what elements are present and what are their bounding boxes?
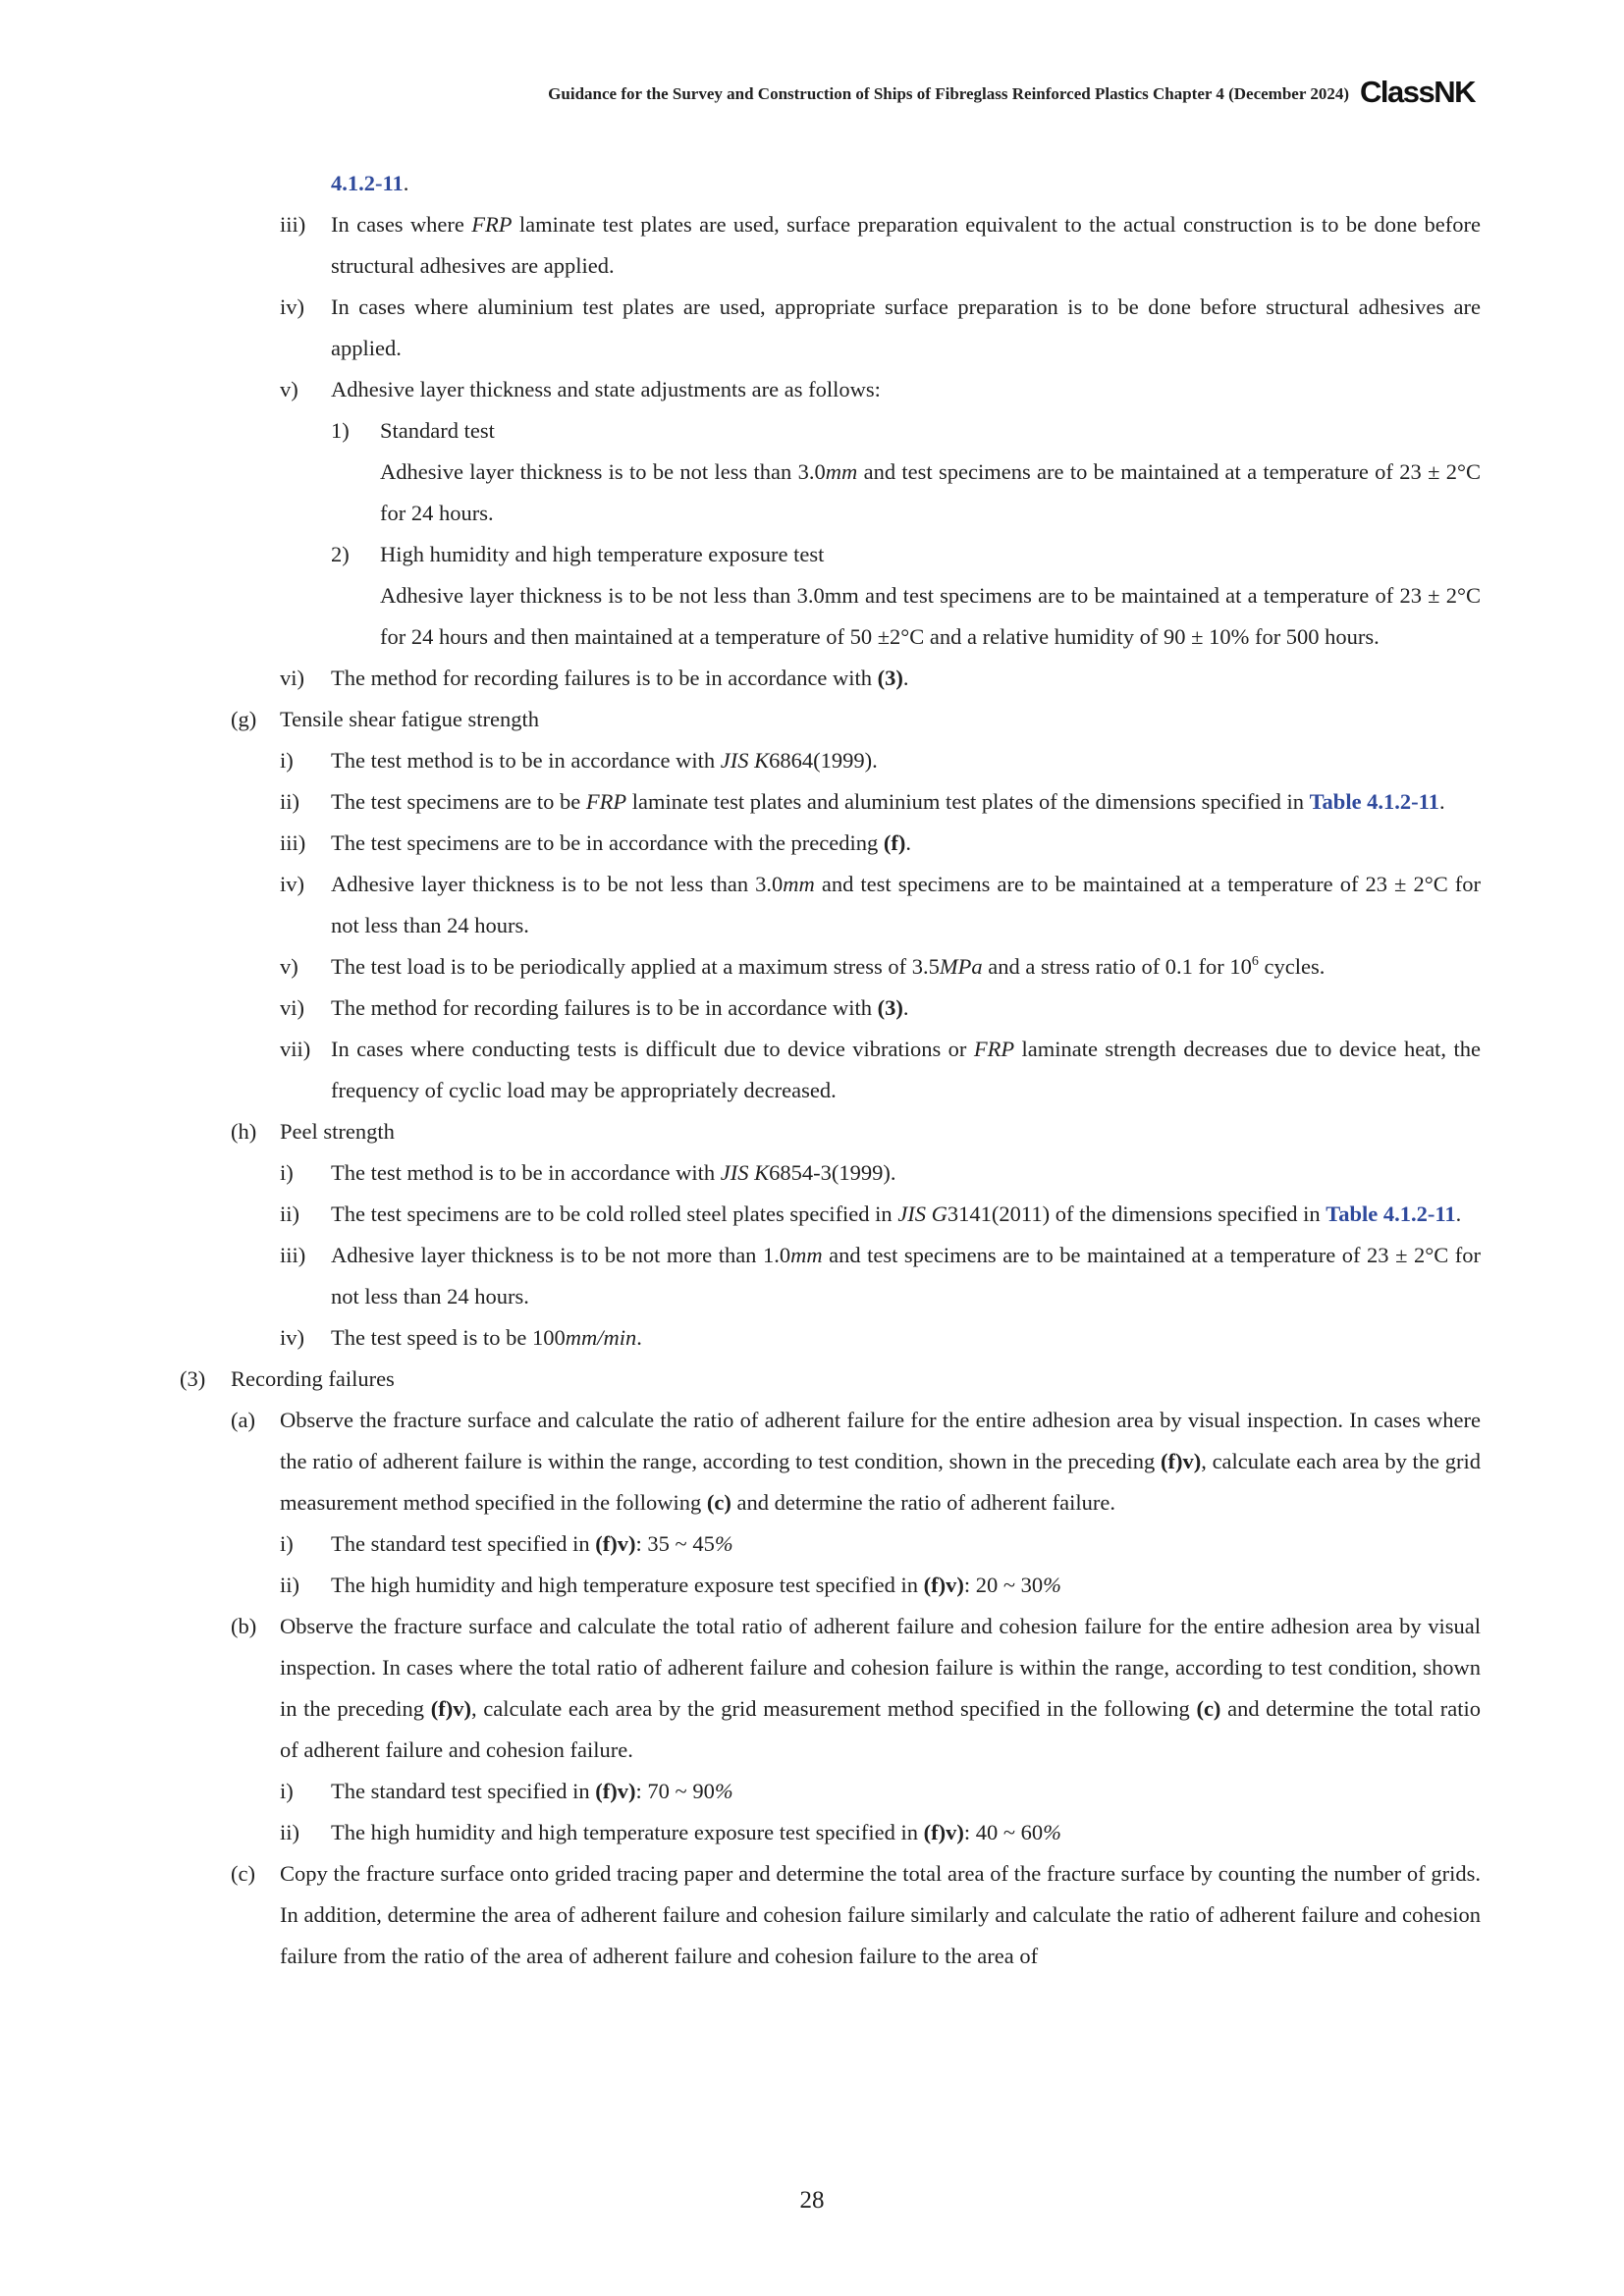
- text-run: .: [1438, 789, 1445, 814]
- paragraph: [231, 1853, 1481, 1977]
- text-run: High humidity and high temperature exposure test: [380, 542, 825, 566]
- text-run: and a stress ratio of 0.1 for 10: [982, 954, 1252, 979]
- item-number: iv): [280, 294, 304, 319]
- text-run: Copy the fracture surface onto grided tracing paper and determine the total area of the fracture surface by counting the number of grids. In addition, determine the area of adherent failure and cohesion failure similarly and calculate the ratio of adherent failure and cohesion failure from the ratio of the area of adherent failure and cohesion failure to the area of: [280, 1861, 1481, 1968]
- text-run: mm/min: [565, 1325, 637, 1350]
- text-run: and determine the total ratio of adherent failure and cohesion failure.: [280, 1696, 1482, 1762]
- item-number: ii): [280, 1573, 299, 1597]
- item-number: vi): [280, 666, 304, 690]
- item-number: iv): [280, 1325, 304, 1350]
- text-run: The high humidity and high temperature exposure test specified in: [331, 1820, 924, 1844]
- text-run: JIS G: [897, 1201, 947, 1226]
- item-number: v): [280, 377, 298, 401]
- item-number: vi): [280, 995, 304, 1020]
- text-run: The standard test specified in: [331, 1779, 596, 1803]
- paragraph: [280, 1194, 1481, 1235]
- text-run: The test specimens are to be cold rolled steel plates specified in: [331, 1201, 898, 1226]
- item-number: i): [280, 1531, 294, 1556]
- text-run: cycles.: [1258, 954, 1326, 979]
- item-number: vii): [280, 1037, 311, 1061]
- text-run: (3): [877, 666, 903, 690]
- item-number: iii): [280, 1243, 306, 1267]
- text-run: The test speed is to be 100: [331, 1325, 566, 1350]
- text-run: (f)v): [923, 1820, 964, 1844]
- item-number: 2): [331, 542, 350, 566]
- text-run: JIS K: [720, 1160, 770, 1185]
- text-run: : 40 ~ 60: [963, 1820, 1044, 1844]
- text-run: The method for recording failures is to be in accordance with: [331, 666, 878, 690]
- text-run: The test load is to be periodically applied at a maximum stress of 3.5: [331, 954, 940, 979]
- text-run: Adhesive layer thickness is to be not less than 3.0: [380, 459, 826, 484]
- paragraph: [280, 1029, 1481, 1111]
- document-title: Guidance for the Survey and Construction of Ships of Fibreglass Reinforced Plastics Chapter 4 (December 2024): [548, 84, 1349, 103]
- paragraph: [280, 781, 1481, 823]
- item-number: (c): [231, 1861, 255, 1886]
- text-run: JIS K: [720, 748, 770, 773]
- text-run: .: [403, 171, 409, 195]
- text-run: In cases where conducting tests is difficult due to device vibrations or: [331, 1037, 974, 1061]
- item-number: i): [280, 1160, 294, 1185]
- paragraph: [331, 534, 1481, 575]
- paragraph: [280, 204, 1481, 287]
- paragraph: [231, 1400, 1481, 1523]
- page-number: 28: [799, 2187, 825, 2214]
- text-run: : 70 ~ 90: [635, 1779, 715, 1803]
- paragraph: [380, 452, 1481, 534]
- text-run: (c): [706, 1490, 731, 1515]
- paragraph: [280, 1152, 1481, 1194]
- text-run: The method for recording failures is to be in accordance with: [331, 995, 878, 1020]
- text-run: (3): [877, 995, 903, 1020]
- text-run: .: [636, 1325, 642, 1350]
- paragraph: [280, 823, 1481, 864]
- paragraph: [231, 1606, 1482, 1771]
- text-run: .: [902, 666, 909, 690]
- text-run: .: [1455, 1201, 1462, 1226]
- paragraph: [331, 410, 1481, 452]
- item-number: i): [280, 1779, 294, 1803]
- text-run: The test specimens are to be: [331, 789, 586, 814]
- text-run: %: [714, 1531, 733, 1556]
- text-run: 6: [1251, 954, 1259, 969]
- text-run: The high humidity and high temperature exposure test specified in: [331, 1573, 924, 1597]
- paragraph: [280, 988, 1481, 1029]
- paragraph: [280, 1235, 1481, 1317]
- text-run: (f)v): [595, 1531, 636, 1556]
- text-run: mm: [783, 872, 815, 896]
- paragraph: [280, 1771, 1481, 1812]
- text-run: Adhesive layer thickness is to be not more than 1.0: [331, 1243, 791, 1267]
- table-reference-link[interactable]: Table 4.1.2-11: [1326, 1201, 1456, 1226]
- item-number: 1): [331, 418, 350, 443]
- paragraph: [280, 287, 1481, 369]
- paragraph: [280, 946, 1481, 988]
- item-number: (h): [231, 1119, 257, 1144]
- paragraph: [280, 1317, 1481, 1359]
- text-run: , calculate each area by the grid measurement method specified in the following: [470, 1696, 1197, 1721]
- item-number: i): [280, 748, 294, 773]
- text-run: laminate test plates are used, surface preparation equivalent to the actual construction is to be done before structural adhesives are applied.: [331, 212, 1481, 278]
- text-run: and test specimens are to be maintained at a temperature of 23 ± 2°C for not less than 24 hours.: [331, 872, 1481, 937]
- text-run: In cases where aluminium test plates are used, appropriate surface preparation is to be done before structural adhesives are applied.: [331, 294, 1481, 360]
- text-run: Peel strength: [280, 1119, 395, 1144]
- text-run: %: [714, 1779, 733, 1803]
- text-run: MPa: [939, 954, 983, 979]
- text-run: and test specimens are to be maintained at a temperature of 23 ± 2°C for 24 hours.: [380, 459, 1481, 525]
- paragraph: [280, 369, 1481, 410]
- paragraph: [280, 1565, 1481, 1606]
- paragraph: [280, 658, 1481, 699]
- text-run: 6864(1999).: [769, 748, 878, 773]
- text-run: FRP: [973, 1037, 1015, 1061]
- text-run: In cases where: [331, 212, 472, 237]
- paragraph: [280, 1523, 1481, 1565]
- text-run: The test method is to be in accordance with: [331, 748, 721, 773]
- table-reference-link[interactable]: Table 4.1.2-11: [1309, 789, 1439, 814]
- text-run: (f)v): [1160, 1449, 1202, 1473]
- text-run: Adhesive layer thickness is to be not less than 3.0: [331, 872, 784, 896]
- text-run: laminate test plates and aluminium test plates of the dimensions specified in: [626, 789, 1310, 814]
- item-number: (a): [231, 1408, 255, 1432]
- paragraph: [180, 1359, 1481, 1400]
- text-run: mm: [825, 459, 858, 484]
- text-run: and determine the ratio of adherent failure.: [731, 1490, 1115, 1515]
- text-run: 3141(2011) of the dimensions specified in: [947, 1201, 1326, 1226]
- text-run: FRP: [471, 212, 513, 237]
- paragraph: [231, 1111, 1481, 1152]
- item-number: iv): [280, 872, 304, 896]
- text-run: Standard test: [380, 418, 495, 443]
- text-run: mm: [790, 1243, 823, 1267]
- text-run: (c): [1196, 1696, 1221, 1721]
- page-header: [0, 75, 1624, 122]
- item-number: (b): [231, 1614, 257, 1638]
- classnk-logo: ClassNK: [1360, 75, 1475, 109]
- text-run: (f)v): [430, 1696, 471, 1721]
- text-run: (f)v): [923, 1573, 964, 1597]
- paragraph: [380, 575, 1481, 658]
- text-run: , calculate each area by the grid measurement method specified in the following: [280, 1449, 1481, 1515]
- paragraph: [331, 163, 1481, 204]
- paragraph: [280, 740, 1481, 781]
- text-run: %: [1043, 1573, 1061, 1597]
- paragraph: [280, 864, 1481, 946]
- item-number: ii): [280, 1201, 299, 1226]
- text-run: .: [902, 995, 909, 1020]
- item-number: (3): [180, 1366, 206, 1391]
- text-run: laminate strength decreases due to device heat, the frequency of cyclic load may be appropriately decreased.: [331, 1037, 1481, 1102]
- table-reference-link[interactable]: 4.1.2-11: [331, 171, 404, 195]
- text-run: Adhesive layer thickness and state adjustments are as follows:: [331, 377, 881, 401]
- text-run: : 35 ~ 45: [635, 1531, 715, 1556]
- text-run: FRP: [585, 789, 627, 814]
- text-run: The standard test specified in: [331, 1531, 596, 1556]
- text-run: Recording failures: [231, 1366, 395, 1391]
- text-run: Tensile shear fatigue strength: [280, 707, 539, 731]
- text-run: Observe the fracture surface and calculate the total ratio of adherent failure and cohesion failure for the entire adhesion area by visual inspection. In cases where the total ratio of adherent failure and cohesion failure is within the range, according to test condition, shown in the preceding: [280, 1614, 1481, 1721]
- paragraph: [231, 699, 1481, 740]
- item-number: ii): [280, 1820, 299, 1844]
- text-run: Observe the fracture surface and calculate the ratio of adherent failure for the entire adhesion area by visual inspection. In cases where the ratio of adherent failure is within the range, according to test condition, shown in the preceding: [280, 1408, 1481, 1473]
- item-number: (g): [231, 707, 257, 731]
- text-run: The test specimens are to be in accordance with the preceding: [331, 830, 884, 855]
- text-run: The test method is to be in accordance with: [331, 1160, 721, 1185]
- text-run: 6854-3(1999).: [769, 1160, 896, 1185]
- document-body: [0, 163, 1624, 1977]
- item-number: iii): [280, 212, 306, 237]
- item-number: ii): [280, 789, 299, 814]
- text-run: and test specimens are to be maintained at a temperature of 23 ± 2°C for not less than 24 hours.: [331, 1243, 1481, 1308]
- text-run: .: [905, 830, 911, 855]
- text-run: : 20 ~ 30: [963, 1573, 1044, 1597]
- text-run: %: [1043, 1820, 1061, 1844]
- paragraph: [280, 1812, 1481, 1853]
- text-run: Adhesive layer thickness is to be not less than 3.0mm and test specimens are to be maintained at a temperature of 23 ± 2°C for 24 hours and then maintained at a temperature of 50 ±2°C and a relative humidity of 90 ± 10% for 500 hours.: [380, 583, 1481, 649]
- item-number: v): [280, 954, 298, 979]
- text-run: (f): [883, 830, 906, 855]
- text-run: (f)v): [595, 1779, 636, 1803]
- item-number: iii): [280, 830, 306, 855]
